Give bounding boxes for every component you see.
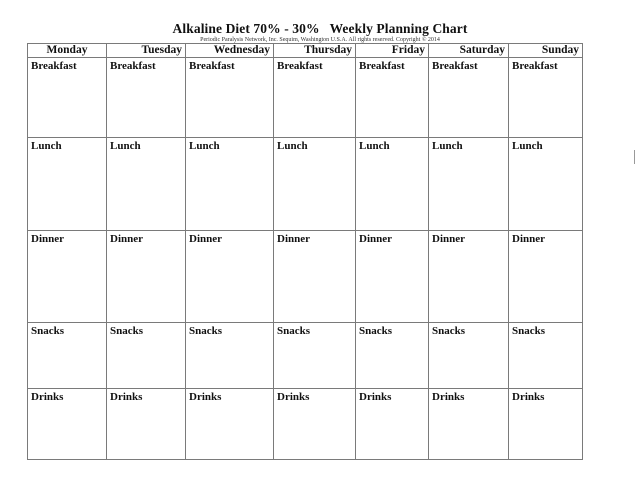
day-header-monday: Monday xyxy=(28,44,107,58)
cell-sunday-drinks: Drinks xyxy=(509,389,583,460)
cell-tuesday-dinner: Dinner xyxy=(107,231,186,323)
day-header-wednesday: Wednesday xyxy=(186,44,274,58)
cell-saturday-snacks: Snacks xyxy=(429,323,509,389)
meal-row-dinner xyxy=(28,231,583,323)
cell-thursday-lunch: Lunch xyxy=(274,138,356,231)
meal-row-breakfast xyxy=(28,58,583,138)
cell-thursday-breakfast: Breakfast xyxy=(274,58,356,138)
cell-sunday-breakfast: Breakfast xyxy=(509,58,583,138)
chart-title xyxy=(0,21,640,37)
cell-tuesday-lunch: Lunch xyxy=(107,138,186,231)
cell-wednesday-breakfast: Breakfast xyxy=(186,58,274,138)
cell-sunday-dinner: Dinner xyxy=(509,231,583,323)
cell-sunday-lunch: Lunch xyxy=(509,138,583,231)
cell-monday-snacks: Snacks xyxy=(28,323,107,389)
cell-wednesday-dinner: Dinner xyxy=(186,231,274,323)
cell-friday-breakfast: Breakfast xyxy=(356,58,429,138)
scan-mark xyxy=(634,150,635,164)
cell-tuesday-drinks: Drinks xyxy=(107,389,186,460)
cell-monday-breakfast: Breakfast xyxy=(28,58,107,138)
meal-row-snacks xyxy=(28,323,583,389)
cell-wednesday-lunch: Lunch xyxy=(186,138,274,231)
weekly-planning-grid xyxy=(27,43,583,460)
cell-thursday-drinks: Drinks xyxy=(274,389,356,460)
cell-saturday-dinner: Dinner xyxy=(429,231,509,323)
cell-saturday-drinks: Drinks xyxy=(429,389,509,460)
day-header-sunday: Sunday xyxy=(509,44,583,58)
cell-thursday-snacks: Snacks xyxy=(274,323,356,389)
cell-monday-lunch: Lunch xyxy=(28,138,107,231)
meal-row-drinks xyxy=(28,389,583,460)
cell-wednesday-drinks: Drinks xyxy=(186,389,274,460)
cell-tuesday-snacks: Snacks xyxy=(107,323,186,389)
cell-saturday-breakfast: Breakfast xyxy=(429,58,509,138)
cell-tuesday-breakfast: Breakfast xyxy=(107,58,186,138)
title-secondary: Weekly Planning Chart xyxy=(329,21,468,36)
cell-friday-drinks: Drinks xyxy=(356,389,429,460)
cell-thursday-dinner: Dinner xyxy=(274,231,356,323)
cell-monday-dinner: Dinner xyxy=(28,231,107,323)
day-header-thursday: Thursday xyxy=(274,44,356,58)
title-main: Alkaline Diet 70% - 30% xyxy=(172,21,320,36)
cell-friday-dinner: Dinner xyxy=(356,231,429,323)
cell-friday-lunch: Lunch xyxy=(356,138,429,231)
cell-monday-drinks: Drinks xyxy=(28,389,107,460)
day-header-saturday: Saturday xyxy=(429,44,509,58)
cell-saturday-lunch: Lunch xyxy=(429,138,509,231)
meal-row-lunch xyxy=(28,138,583,231)
cell-sunday-snacks: Snacks xyxy=(509,323,583,389)
day-header-row xyxy=(28,44,583,58)
copyright-line: Periodic Paralysis Network, Inc. Sequim, Washington U.S.A. All rights reserved. Copyright © 2014 xyxy=(200,37,440,43)
day-header-friday: Friday xyxy=(356,44,429,58)
day-header-tuesday: Tuesday xyxy=(107,44,186,58)
cell-friday-snacks: Snacks xyxy=(356,323,429,389)
cell-wednesday-snacks: Snacks xyxy=(186,323,274,389)
